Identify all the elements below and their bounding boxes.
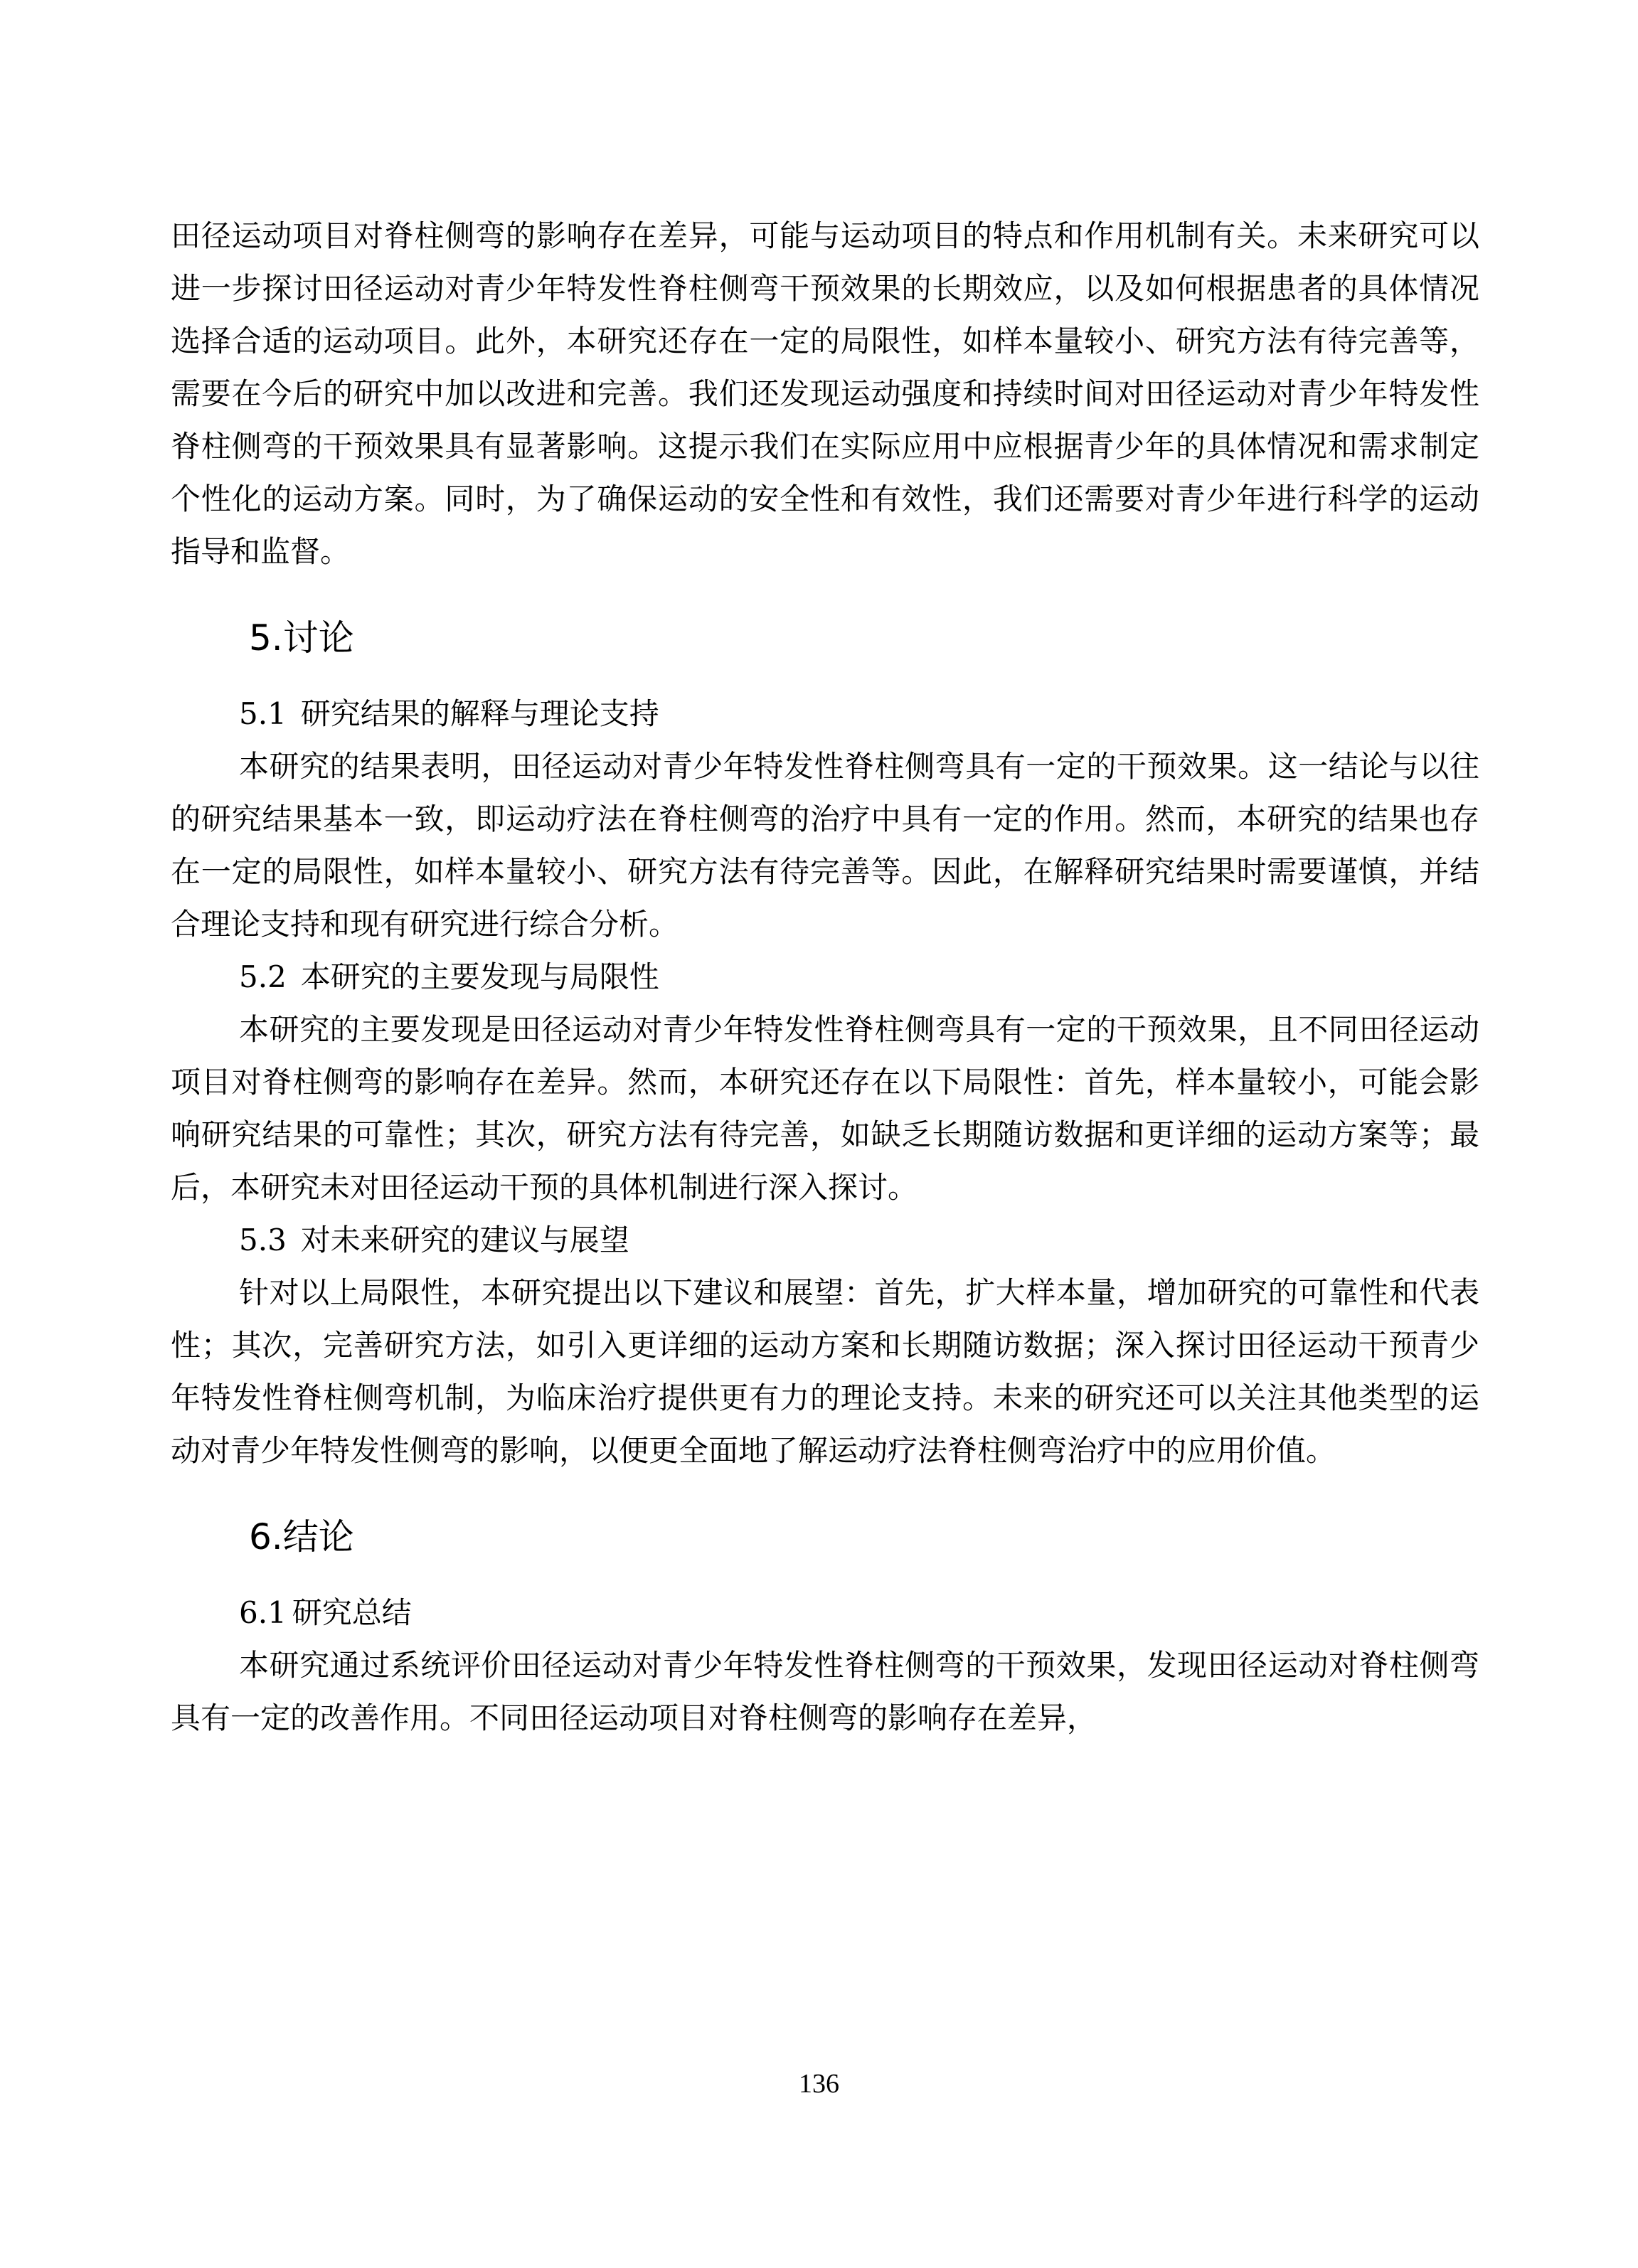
section-6-1-number: 6.1: [239, 1595, 287, 1630]
section-5-3-heading: [239, 1214, 1479, 1267]
section-5-3-title: 对未来研究的建议与展望: [300, 1223, 629, 1257]
section-5-1-heading: [239, 688, 1479, 740]
section-6-1-heading: [239, 1587, 1479, 1639]
section-6-1-title: 研究总结: [292, 1595, 412, 1630]
section-5-1-paragraph: 本研究的结果表明，田径运动对青少年特发性脊柱侧弯具有一定的干预效果。这一结论与以往的研究结果基本一致，即运动疗法在脊柱侧弯的治疗中具有一定的作用。然而，本研究的结果也存在一定的局限性，如样本量较小、研究方法有待完善等。因此，在解释研究结果时需要谨慎，并结合理论支持和现有研究进行综合分析。: [171, 749, 1479, 942]
section-5-2-number: 5.2: [239, 959, 287, 994]
page-number: 136: [799, 2069, 839, 2099]
section-5-3-number: 5.3: [239, 1223, 287, 1257]
section-5-2-heading: [239, 951, 1479, 1003]
page-body: [171, 210, 1479, 1745]
section-5-2-paragraph: 本研究的主要发现是田径运动对青少年特发性脊柱侧弯具有一定的干预效果，且不同田径运动项目对脊柱侧弯的影响存在差异。然而，本研究还存在以下局限性：首先，样本量较小，可能会影响研究结果的可靠性；其次，研究方法有待完善，如缺乏长期随访数据和更详细的运动方案等；最后，本研究未对田径运动干预的具体机制进行深入探讨。: [171, 1012, 1479, 1205]
section-5-3-paragraph: 针对以上局限性，本研究提出以下建议和展望：首先，扩大样本量，增加研究的可靠性和代表性；其次，完善研究方法，如引入更详细的运动方案和长期随访数据；深入探讨田径运动干预青少年特发性脊柱侧弯机制，为临床治疗提供更有力的理论支持。未来的研究还可以关注其他类型的运动对青少年特发性侧弯的影响，以便更全面地了解运动疗法脊柱侧弯治疗中的应用价值。: [171, 1275, 1479, 1468]
intro-paragraph: 田径运动项目对脊柱侧弯的影响存在差异，可能与运动项目的特点和作用机制有关。未来研究可以进一步探讨田径运动对青少年特发性脊柱侧弯干预效果的长期效应，以及如何根据患者的具体情况选择合适的运动项目。此外，本研究还存在一定的局限性，如样本量较小、研究方法有待完善等，需要在今后的研究中加以改进和完善。我们还发现运动强度和持续时间对田径运动对青少年特发性脊柱侧弯的干预效果具有显著影响。这提示我们在实际应用中应根据青少年的具体情况和需求制定个性化的运动方案。同时，为了确保运动的安全性和有效性，我们还需要对青少年进行科学的运动指导和监督。: [171, 218, 1479, 569]
section-5-1-number: 5.1: [239, 696, 287, 731]
section-6-1-paragraph: 本研究通过系统评价田径运动对青少年特发性脊柱侧弯的干预效果，发现田径运动对脊柱侧弯具有一定的改善作用。不同田径运动项目对脊柱侧弯的影响存在差异，: [171, 1648, 1479, 1735]
section-6-heading: 6.结论: [249, 1516, 354, 1558]
section-5-1-title: 研究结果的解释与理论支持: [300, 696, 659, 731]
section-5-2-title: 本研究的主要发现与局限性: [300, 959, 659, 994]
section-5-heading: 5.讨论: [249, 617, 354, 659]
